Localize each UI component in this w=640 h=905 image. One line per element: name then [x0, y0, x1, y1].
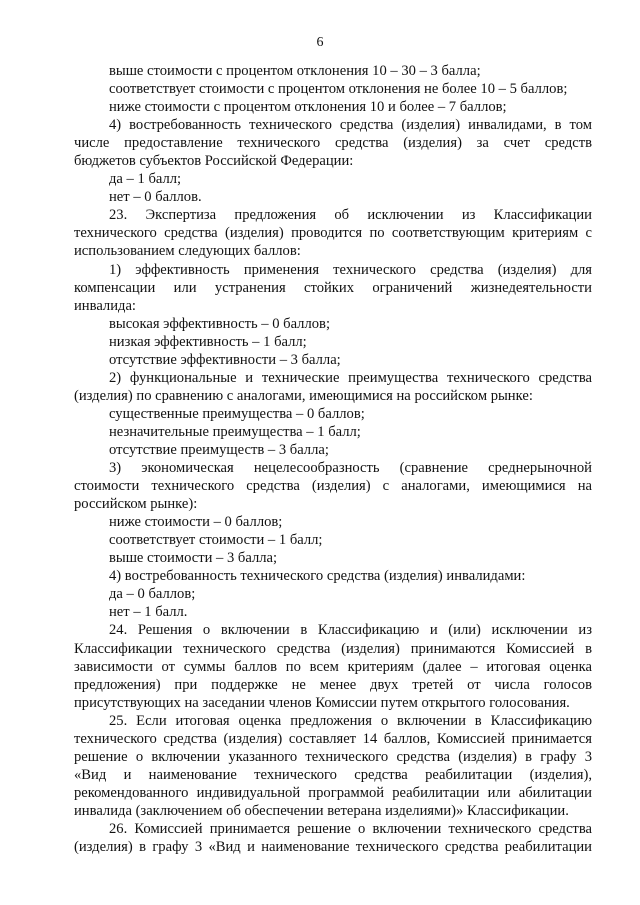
text-line: да – 0 баллов;: [109, 586, 196, 603]
text-line: 3) экономическая нецелесообразность (сравнение среднерыночной: [109, 460, 592, 477]
text-line: 26. Комиссией принимается решение о включении технического средства: [109, 820, 592, 837]
text-line: соответствует стоимости – 1 балл;: [109, 532, 323, 549]
text-line: выше стоимости с процентом отклонения 10 – 30 – 3 балла;: [109, 63, 481, 79]
text-line: отсутствие преимуществ – 3 балла;: [109, 441, 329, 458]
text-line: (изделия) по сравнению с аналогами, имеющимися на российском рынке:: [74, 387, 533, 404]
text-line: бюджетов субъектов Российской Федерации:: [74, 153, 354, 170]
text-line: «Вид и наименование технического средства реабилитации (изделия),: [74, 766, 592, 783]
text-line: ниже стоимости с процентом отклонения 10 и более – 7 баллов;: [109, 99, 507, 116]
text-line: отсутствие эффективности – 3 балла;: [109, 351, 341, 368]
text-line: предложения) при поддержке не менее двух третей от числа голосов: [74, 676, 592, 693]
text-line: нет – 0 баллов.: [109, 189, 202, 206]
text-line: Классификации технического средства (изделия) принимаются Комиссией в: [74, 640, 592, 657]
text-line: выше стоимости – 3 балла;: [109, 550, 278, 567]
text-line: компенсации или устранения стойких ограничений жизнедеятельности: [74, 279, 592, 296]
text-line: зависимости от суммы баллов по всем критериям (далее – итоговая оценка: [74, 658, 592, 675]
text-line: 23. Экспертиза предложения об исключении из Классификации: [109, 207, 592, 224]
page-number: 6: [316, 35, 324, 50]
text-line: рекомендованного индивидуальной программой реабилитации или абилитации: [74, 784, 592, 801]
text-line: 4) востребованность технического средства (изделия) инвалидами, в том: [109, 117, 592, 134]
text-line: присутствующих на заседании членов Комиссии путем открытого голосования.: [74, 694, 570, 711]
text-line: 2) функциональные и технические преимущества технического средства: [109, 369, 592, 386]
text-line: низкая эффективность – 1 балл;: [109, 333, 307, 350]
text-line: числе предоставление технического средства (изделия) за счет средств: [74, 135, 592, 152]
text-line: 4) востребованность технического средства (изделия) инвалидами:: [109, 568, 526, 585]
text-line: решение о включении указанного технического средства (изделия) в графу 3: [74, 748, 592, 765]
text-line: 25. Если итоговая оценка предложения о включении в Классификацию: [109, 712, 592, 729]
text-line: технического средства (изделия) проводится по соответствующим критериям с: [74, 225, 592, 242]
text-line: незначительные преимущества – 1 балл;: [109, 423, 361, 440]
text-line: да – 1 балл;: [109, 171, 182, 188]
text-line: технического средства (изделия) составляет 14 баллов, Комиссией принимается: [74, 730, 592, 747]
document-body: [74, 62, 592, 856]
text-line: инвалида (заключением об обеспечении ветерана изделиями)» Классификации.: [74, 802, 569, 819]
text-line: соответствует стоимости с процентом отклонения не более 10 – 5 баллов;: [109, 81, 568, 98]
text-line: нет – 1 балл.: [109, 604, 188, 621]
text-line: инвалида:: [74, 297, 136, 314]
text-line: использованием следующих баллов:: [74, 243, 301, 260]
text-line: высокая эффективность – 0 баллов;: [109, 315, 330, 332]
text-line: стоимости технического средства (изделия) с аналогами, имеющимися на: [74, 478, 592, 495]
text-line: 1) эффективность применения технического средства (изделия) для: [109, 261, 592, 278]
text-line: (изделия) в графу 3 «Вид и наименование технического средства реабилитации: [74, 839, 592, 856]
text-line: российском рынке):: [74, 496, 198, 513]
text-line: существенные преимущества – 0 баллов;: [109, 405, 365, 422]
text-line: ниже стоимости – 0 баллов;: [109, 514, 283, 531]
text-line: 24. Решения о включении в Классификацию и (или) исключении из: [109, 622, 592, 639]
